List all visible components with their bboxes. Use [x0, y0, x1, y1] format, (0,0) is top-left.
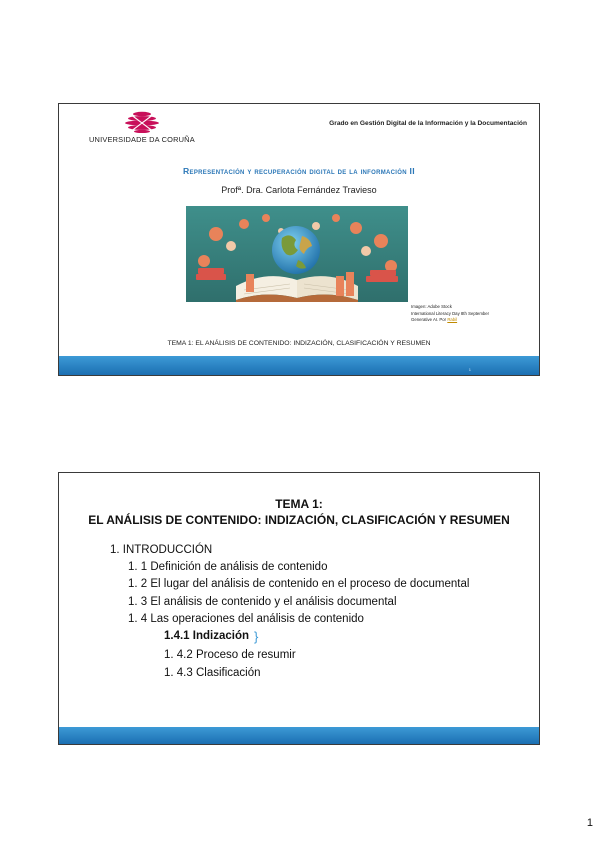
toc-item-current: 1.4.1 Indización [164, 630, 249, 642]
toc-item: 1. 3 El análisis de contenido y el análisis documental [128, 596, 397, 608]
university-name: UNIVERSIDADE DA CORUÑA [89, 135, 195, 144]
globe-books-illustration [186, 206, 408, 302]
cover-slide [58, 103, 540, 376]
image-credit [411, 304, 489, 324]
toc-item: 1. INTRODUCCIÓN [110, 544, 213, 556]
author-link[interactable]: Rabil [447, 317, 458, 322]
slide-footer-bar [59, 727, 539, 744]
degree-program: Grado en Gestión Digital de la Información y la Documentación [329, 120, 527, 127]
toc-item: 1. 1 Definición de análisis de contenido [128, 561, 328, 573]
toc-item: 1. 4 Las operaciones del análisis de contenido [128, 613, 364, 625]
toc-item: 1. 4.2 Proceso de resumir [164, 649, 296, 661]
contents-slide [58, 472, 540, 745]
udc-emblem-icon [123, 111, 161, 133]
unit-label: TEMA 1: [275, 497, 323, 511]
toc-item: 1. 4.3 Clasificación [164, 667, 261, 679]
credit-line: Imagen: Adobe Stock [411, 304, 452, 309]
professor-name: Profª. Dra. Carlota Fernández Travieso [221, 185, 377, 195]
unit-heading: EL ANÁLISIS DE CONTENIDO: INDIZACIÓN, CLASIFICACIÓN Y RESUMEN [88, 513, 510, 527]
current-section-marker-icon: } [254, 629, 259, 644]
credit-line: International Literacy Day 8th September [411, 310, 490, 316]
slide-footer-bar [59, 356, 539, 375]
unit-title: TEMA 1: EL ANÁLISIS DE CONTENIDO: INDIZACIÓN, CLASIFICACIÓN Y RESUMEN [167, 340, 431, 347]
credit-prefix: Generative AI. Por [411, 317, 448, 322]
cover-illustration [186, 206, 408, 302]
credit-line [411, 317, 489, 324]
page-number: 1 [586, 817, 593, 829]
course-title: Representación y recuperación digital de la información II [183, 166, 415, 176]
university-logo [89, 111, 199, 145]
toc-item: 1. 2 El lugar del análisis de contenido en el proceso de documental [128, 578, 470, 590]
slide-number: 1 [468, 367, 471, 372]
